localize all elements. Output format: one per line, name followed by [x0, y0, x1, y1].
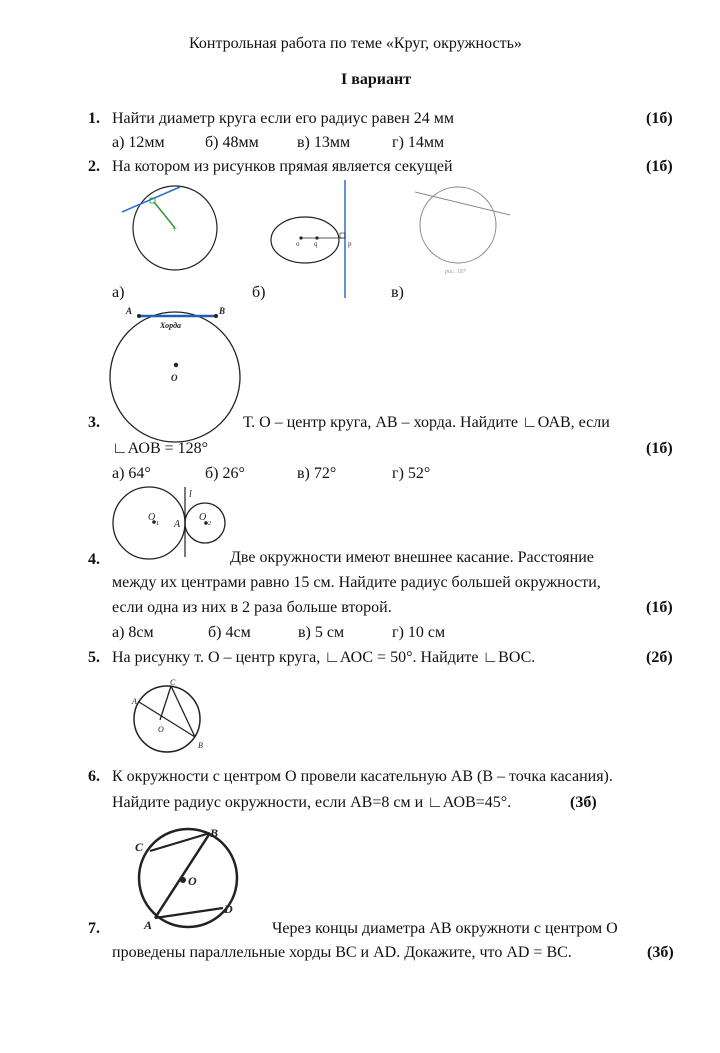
q5-text: На рисунку т. О – центр круга, ∟АОС = 50°. Найдите ∟ВОС. — [112, 649, 536, 666]
q2-figure-c — [415, 180, 525, 280]
q3-option-c: в) 72° — [297, 465, 337, 482]
q3-option-a: а) 64° — [112, 465, 151, 482]
q7-fig-label-d: D — [224, 902, 233, 916]
q7-text-line2: проведены параллельные хорды ВС и АD. Докажите, что АD = ВС. — [112, 944, 572, 961]
q5-figure — [130, 676, 215, 756]
q2-fig-b-label-p: p — [348, 240, 352, 248]
q4-option-b: б) 4см — [208, 624, 251, 641]
q3-text-line2: ∟АОВ = 128° — [112, 440, 209, 457]
q5-fig-label-b: B — [198, 741, 203, 750]
q4-fig-label-o2: O — [199, 512, 207, 523]
q2-points: (1б) — [646, 158, 673, 175]
q3-text-line1: Т. О – центр круга, АВ – хорда. Найдите ∟ОАВ, если — [243, 414, 610, 431]
q7-fig-label-a: A — [144, 918, 153, 932]
q3-figure — [105, 303, 250, 438]
q3-fig-label-o: O — [171, 373, 178, 383]
q4-fig-label-o2-sub: 2 — [208, 521, 211, 527]
q7-figure — [130, 825, 245, 935]
q2-figure-a — [120, 185, 230, 280]
q7-points: (3б) — [647, 944, 674, 961]
q4-text-line3: если одна из них в 2 раза больше второй. — [112, 599, 392, 616]
q2-figure-b — [265, 180, 365, 300]
q7-number: 7. — [88, 920, 100, 937]
q7-fig-label-b: B — [210, 826, 219, 840]
q4-fig-label-o1: O — [148, 512, 156, 523]
q4-points: (1б) — [646, 599, 673, 616]
q3-fig-label-a: A — [126, 306, 133, 316]
q5-fig-label-a: A — [132, 697, 137, 706]
q2-fig-b-label-q: q — [314, 240, 318, 248]
q3-option-b: б) 26° — [205, 465, 245, 482]
q4-number: 4. — [88, 551, 100, 568]
q6-points: (3б) — [570, 794, 597, 811]
q7-fig-label-c: C — [135, 840, 144, 854]
q1-option-c: в) 13мм — [297, 134, 351, 151]
q1-text: Найти диаметр круга если его радиус равен 24 мм — [112, 110, 455, 127]
q3-points: (1б) — [646, 440, 673, 457]
q2-number: 2. — [88, 158, 100, 175]
q4-fig-label-a: A — [174, 519, 181, 530]
q5-fig-label-c: C — [170, 678, 176, 687]
q1-number: 1. — [88, 110, 100, 127]
q2-label-a: а) — [112, 284, 125, 301]
q4-text-line1: Две окружности имеют внешнее касание. Расстояние — [230, 549, 594, 566]
q6-text-line2: Найдите радиус окружности, если АВ=8 см и ∟АОВ=45°. — [112, 794, 512, 811]
q1-option-d: г) 14мм — [392, 134, 445, 151]
q4-figure — [110, 485, 230, 560]
q1-option-a: а) 12мм — [112, 134, 165, 151]
page-title: Контрольная работа по теме «Круг, окружность» — [189, 35, 522, 52]
q4-option-c: в) 5 см — [298, 624, 345, 641]
q4-option-d: г) 10 см — [392, 624, 446, 641]
variant-heading: I вариант — [341, 71, 412, 88]
q1-points: (1б) — [646, 110, 673, 127]
q5-number: 5. — [88, 649, 100, 666]
q4-fig-label-l: l — [189, 489, 192, 500]
q6-number: 6. — [88, 768, 100, 785]
q5-points: (2б) — [646, 649, 673, 666]
q3-option-d: г) 52° — [392, 465, 431, 482]
q3-number: 3. — [88, 414, 100, 431]
q4-fig-label-o1-sub: 1 — [156, 521, 159, 527]
q7-text-line1: Через концы диаметра АВ окружноти с центром О — [272, 920, 618, 937]
q2-label-b: б) — [252, 284, 266, 301]
q7-fig-label-o: O — [188, 874, 197, 888]
q6-text-line1: К окружности с центром О провели касательную АВ (В – точка касания). — [112, 768, 613, 785]
q5-fig-label-o: O — [158, 725, 164, 734]
q2-label-c: в) — [391, 284, 404, 301]
svg-text:+: + — [172, 224, 178, 234]
q3-fig-label-b: B — [219, 306, 226, 316]
q2-fig-b-label-o: o — [296, 240, 300, 248]
q1-option-b: б) 48мм — [205, 134, 259, 151]
q2-fig-c-caption: рис. 187 — [445, 269, 466, 275]
q4-option-a: а) 8см — [112, 624, 154, 641]
q2-text: На котором из рисунков прямая является секущей — [112, 158, 453, 175]
q3-fig-label-chord: Хорда — [160, 321, 182, 330]
q4-text-line2: между их центрами равно 15 см. Найдите радиус большей окружности, — [112, 574, 601, 591]
